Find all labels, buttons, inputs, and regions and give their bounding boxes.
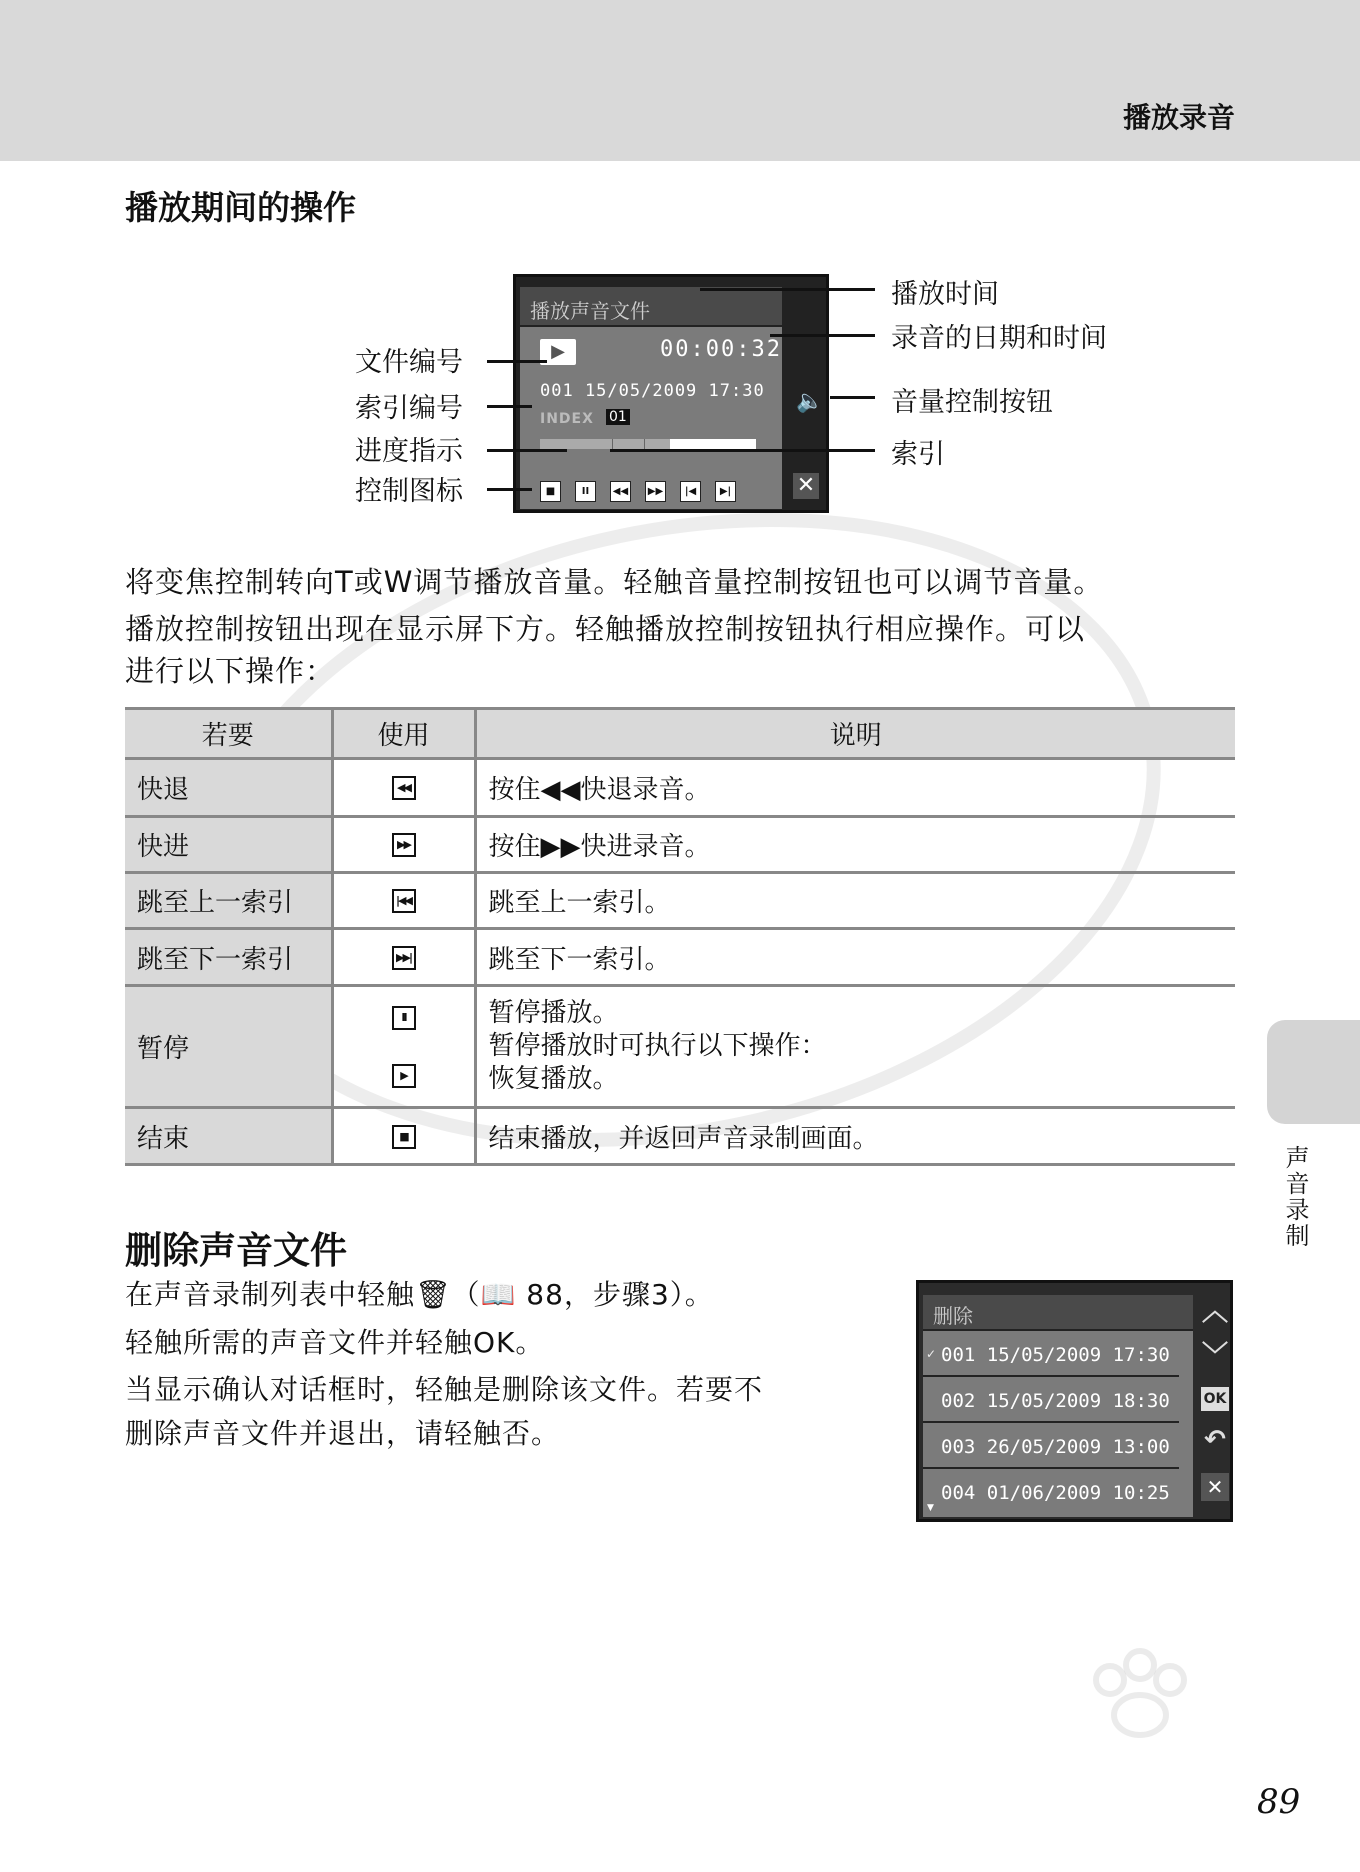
table-row xyxy=(125,873,1235,929)
scroll-down-indicator: ▼ xyxy=(927,1503,934,1513)
callout-volume: 音量控制按钮 xyxy=(891,387,1053,418)
screen-main xyxy=(923,1295,1193,1517)
table-row xyxy=(125,1108,1235,1165)
header-title: 播放录音 xyxy=(1122,101,1235,134)
leader-line xyxy=(487,449,567,452)
paragraph-line: 轻触所需的声音文件并轻触OK。 xyxy=(125,1326,545,1359)
paragraph-line: 在声音录制列表中轻触🗑（📖 88，步骤3）。 xyxy=(125,1278,714,1311)
leader-line xyxy=(770,334,875,337)
check-icon: ✓ xyxy=(926,1347,937,1361)
operations-table xyxy=(125,707,1235,1166)
leader-line xyxy=(830,396,875,399)
table-row xyxy=(125,929,1235,986)
back-icon: ↶ xyxy=(1204,1425,1226,1455)
chevron-down-icon: ﹀ xyxy=(1201,1341,1228,1371)
callout-progress: 进度指示 xyxy=(355,436,463,467)
rewind-icon: ◀◀ xyxy=(610,481,631,502)
desc-cell: 按住◀◀快退录音。 xyxy=(475,759,1235,817)
close-icon: ✕ xyxy=(1201,1473,1229,1501)
desc-line: 恢复播放。 xyxy=(488,1064,619,1094)
table-row xyxy=(125,817,1235,873)
leader-line xyxy=(700,288,875,291)
desc-line: 暂停播放。 xyxy=(488,998,619,1028)
section-title: 删除声音文件 xyxy=(125,1229,347,1272)
list-item: 001 15/05/2009 17:30 xyxy=(923,1333,1179,1377)
page-number: 89 xyxy=(1257,1782,1301,1822)
screen-title: 删除 xyxy=(923,1295,1193,1331)
fast-forward-icon: ▶▶ xyxy=(645,481,666,502)
desc-cell: 按住▶▶快进录音。 xyxy=(475,817,1235,873)
action-cell: 结束 xyxy=(125,1108,332,1165)
list-item: 004 01/06/2009 10:25 xyxy=(941,1482,1170,1504)
next-index-icon: ▶| xyxy=(715,481,736,502)
volume-icon: 🔈 xyxy=(796,389,824,414)
paragraph-line: 进行以下操作： xyxy=(125,654,336,688)
table-row xyxy=(125,759,1235,817)
callout-file-number: 文件编号 xyxy=(355,347,463,378)
callout-index: 索引 xyxy=(891,439,945,470)
section-title: 播放期间的操作 xyxy=(125,188,356,227)
paragraph-line: 将变焦控制转向T或W调节播放音量。轻触音量控制按钮也可以调节音量。 xyxy=(125,565,1104,599)
leader-line xyxy=(487,405,532,408)
delete-screen-illustration xyxy=(916,1280,1233,1522)
play-icon: ▶ xyxy=(392,1064,416,1088)
pause-icon: II xyxy=(575,481,596,502)
leader-line xyxy=(487,360,547,363)
ok-icon: OK xyxy=(1201,1387,1229,1411)
callout-rec-datetime: 录音的日期和时间 xyxy=(891,323,1107,354)
side-tab-label: 声音录制 xyxy=(1281,1145,1309,1249)
progress-bar xyxy=(540,439,756,449)
elapsed-time: 00:00:32 xyxy=(660,337,782,362)
play-icon: ▶ xyxy=(540,339,576,365)
close-icon: ✕ xyxy=(793,473,819,499)
paragraph-line: 当显示确认对话框时，轻触是删除该文件。若要不 xyxy=(125,1373,764,1406)
file-info: 001 15/05/2009 17:30 xyxy=(540,381,765,401)
index-label: INDEX xyxy=(540,411,594,427)
callout-controls: 控制图标 xyxy=(355,476,463,507)
playback-screen-illustration xyxy=(513,274,829,513)
previous-index-icon: |◀ xyxy=(680,481,701,502)
pause-icon: II xyxy=(392,1006,416,1030)
desc-line: 暂停播放时可执行以下操作： xyxy=(488,1031,827,1061)
stop-icon: ■ xyxy=(540,481,561,502)
action-cell: 快退 xyxy=(125,759,332,817)
table-row xyxy=(125,986,1235,1108)
previous-index-icon: |◀◀ xyxy=(392,889,416,913)
leader-line xyxy=(487,488,532,491)
stop-icon: ■ xyxy=(392,1125,416,1149)
list-item: 003 26/05/2009 13:00 xyxy=(923,1425,1179,1469)
action-cell: 快进 xyxy=(125,817,332,873)
fast-forward-icon: ▶▶ xyxy=(392,833,416,857)
desc-cell: 跳至下一索引。 xyxy=(475,929,1235,986)
page-header xyxy=(0,0,1360,161)
callout-play-time: 播放时间 xyxy=(891,279,999,310)
paragraph-line: 播放控制按钮出现在显示屏下方。轻触播放控制按钮执行相应操作。可以 xyxy=(125,612,1086,646)
leader-line xyxy=(610,449,875,452)
action-cell: 跳至下一索引 xyxy=(125,929,332,986)
header-cell: 若要 xyxy=(125,709,332,759)
rewind-icon: ◀◀ xyxy=(392,776,416,800)
index-mark xyxy=(612,439,613,449)
index-mark xyxy=(644,439,645,449)
desc-cell: 跳至上一索引。 xyxy=(475,873,1235,929)
table-header xyxy=(125,709,1235,759)
list-item: 002 15/05/2009 18:30 xyxy=(923,1379,1179,1423)
progress-fill xyxy=(540,439,670,449)
header-cell: 说明 xyxy=(475,709,1235,759)
chevron-up-icon: ︿ xyxy=(1201,1297,1228,1327)
screen-title: 播放声音文件 xyxy=(520,287,782,327)
index-value: 01 xyxy=(606,409,630,425)
header-cell: 使用 xyxy=(332,709,475,759)
side-tab xyxy=(1267,1020,1360,1124)
control-icons xyxy=(540,481,736,502)
baidu-watermark-paw xyxy=(1096,1651,1184,1735)
screen-main xyxy=(520,287,782,509)
callout-index-number: 索引编号 xyxy=(355,393,463,424)
action-cell: 跳至上一索引 xyxy=(125,873,332,929)
action-cell: 暂停 xyxy=(125,986,332,1108)
paragraph-line: 删除声音文件并退出，请轻触否。 xyxy=(125,1417,561,1450)
desc-cell: 结束播放，并返回声音录制画面。 xyxy=(475,1108,1235,1165)
next-index-icon: ▶▶| xyxy=(392,946,416,970)
